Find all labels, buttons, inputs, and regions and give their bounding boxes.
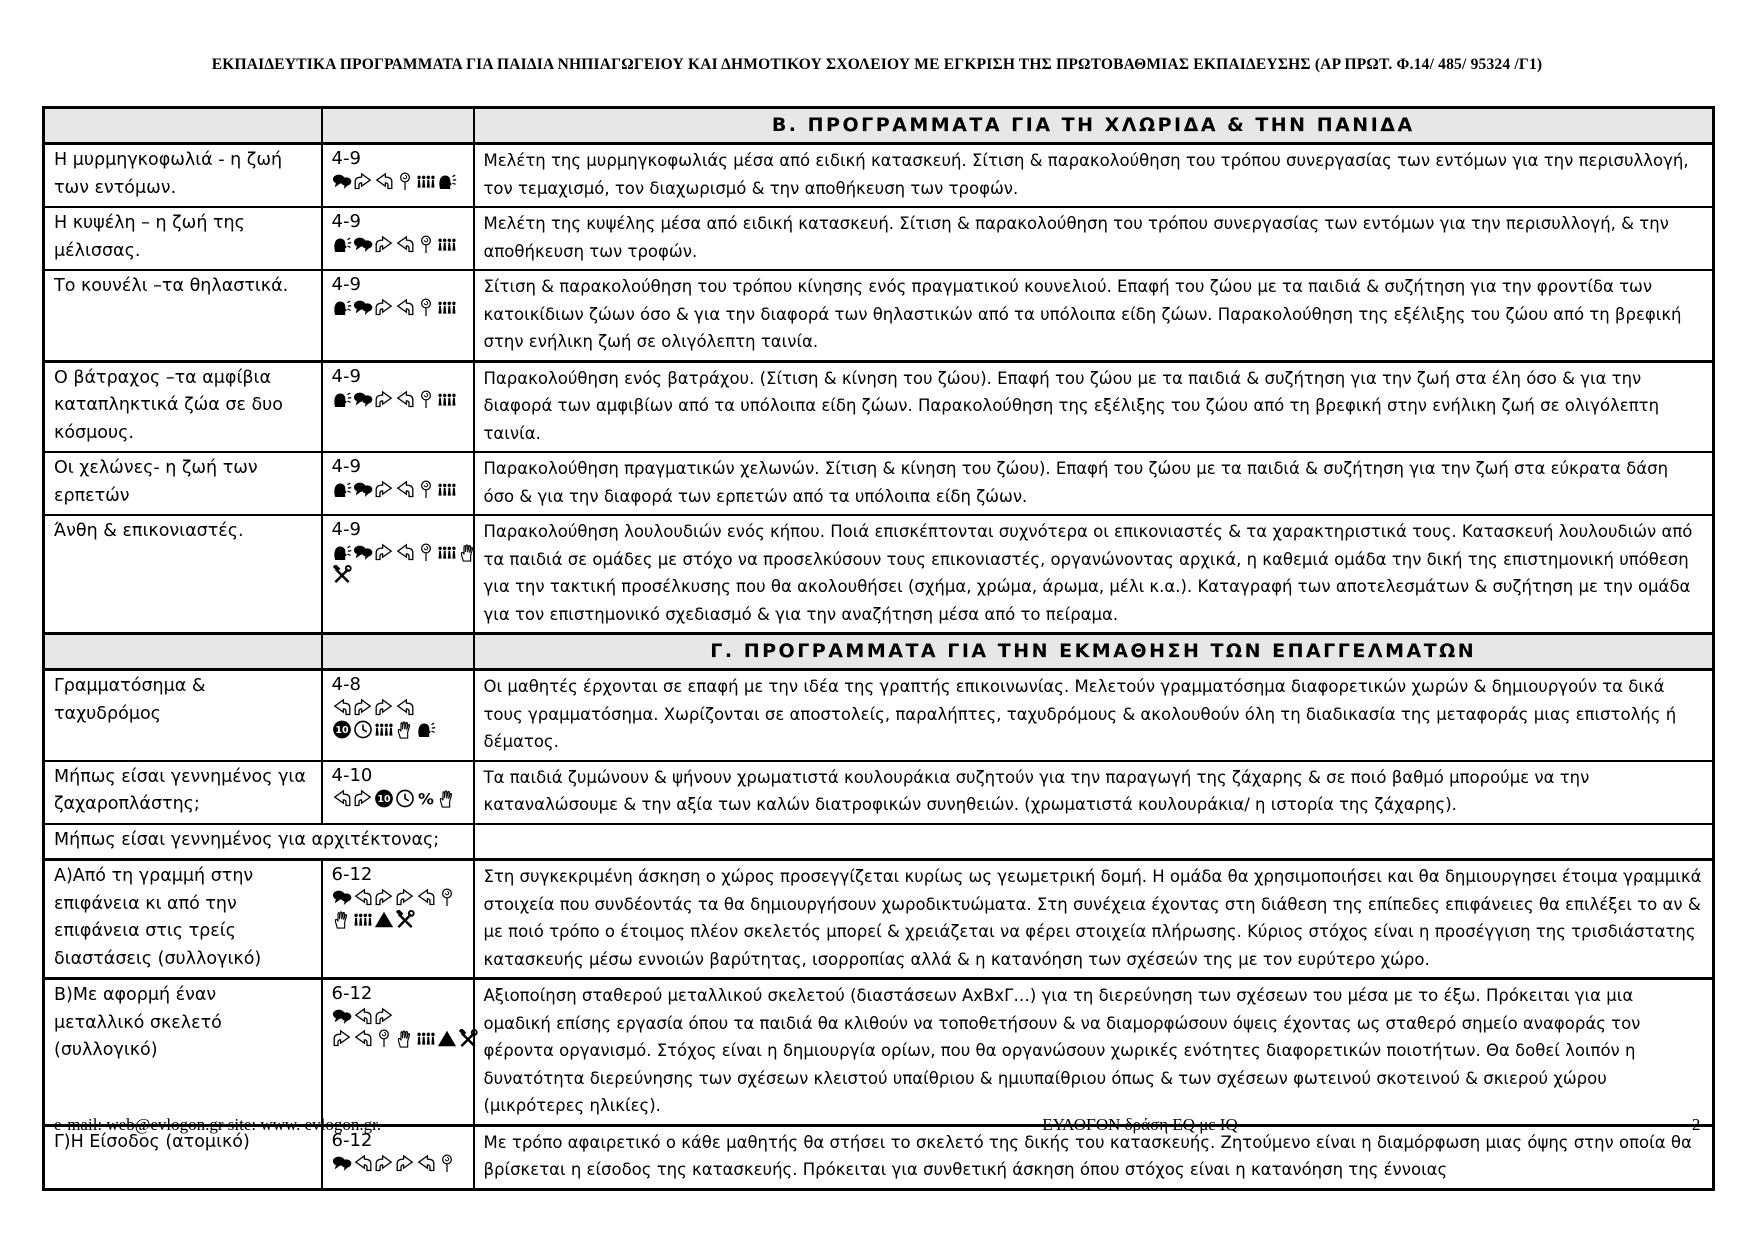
tools-icon xyxy=(395,910,415,929)
speech-bubbles-icon xyxy=(353,235,373,254)
people-group-icon xyxy=(353,910,373,929)
activity-icons xyxy=(332,887,464,909)
age-icons-cell xyxy=(322,860,474,979)
program-name-cell: Μήπως είσαι γεννημένος για αρχιτέκτονας; xyxy=(44,824,474,860)
hand-icon xyxy=(437,789,457,808)
hand-icon xyxy=(458,543,478,562)
program-description: Μελέτη της μυρμηγκοφωλιάς μέσα από ειδική κατασκευή. Σίτιση & παρακολούθηση του τρόπου συνεργασίας των εντόμων για την περισυλλογή, τον τεμαχισμό, τον διαχωρισμό & την αποθήκευση των τροφών. xyxy=(483,151,1689,198)
people-group-icon xyxy=(416,1029,436,1048)
program-row xyxy=(44,207,1714,270)
program-name-cell xyxy=(44,979,322,1126)
document-title: ΕΚΠΑΙΔΕΥΤΙΚΑ ΠΡΟΓΡΑΜΜΑΤΑ ΓΙΑ ΠΑΙΔΙΑ ΝΗΠΙΑΓΩΓΕΙΟΥ ΚΑΙ ΔΗΜΟΤΙΚΟΥ ΣΧΟΛΕΙΟΥ ΜΕ ΕΓΚΡΙΣΗ ΤΗΣ ΠΡΩΤΟΒΑΘΜΙΑΣ ΕΚΠΑΙΔΕΥΣΗΣ (ΑΡ ΠΡΩΤ. Φ.14/ 485/ 95324 /Γ1) xyxy=(211,56,1543,73)
hand-icon xyxy=(395,1029,415,1048)
program-row xyxy=(44,452,1714,515)
arrow-left-icon xyxy=(416,888,436,907)
program-name: Β)Με αφορμή έναν μεταλλικό σκελετό (συλλογικό) xyxy=(54,985,222,1060)
activity-icons xyxy=(332,389,464,411)
arrow-left-icon xyxy=(395,235,415,254)
program-description: Μελέτη της κυψέλης μέσα από ειδική κατασκευή. Σίτιση & παρακολούθηση του τρόπου συνεργασίας των εντόμων για την περισυλλογή, & την αποθήκευση των τροφών. xyxy=(483,214,1669,261)
arrow-left-icon xyxy=(395,298,415,317)
arrow-left-icon xyxy=(395,390,415,409)
program-name-cell xyxy=(44,670,322,761)
activity-icons xyxy=(332,1153,464,1175)
programs-table xyxy=(42,106,1715,1191)
activity-icons xyxy=(332,909,464,931)
activity-icons xyxy=(332,1006,464,1028)
arrow-left-icon xyxy=(416,1154,436,1173)
age-range: 6-12 xyxy=(331,983,373,1004)
footer xyxy=(42,1115,1712,1135)
age-range: 4-10 xyxy=(331,764,373,786)
circled-10-icon xyxy=(332,720,352,739)
age-icons-cell xyxy=(322,515,474,634)
program-description: Οι μαθητές έρχονται σε επαφή με την ιδέα της γραπτής επικοινωνίας. Μελετούν γραμματόσημα διαφορετικών χωρών & δημιουργούν τα δικά τους γραμματόσημα. Χωρίζονται σε αποστολείς, παραλήπτες, ταχυδρόμους & ακολουθούν όλη τη διαδικασία της μεταφοράς μιας επιστολής ή δέματος. xyxy=(483,677,1677,751)
arrow-left-icon xyxy=(353,1154,373,1173)
speech-bubbles-icon xyxy=(353,543,373,562)
program-row xyxy=(44,860,1714,979)
program-row xyxy=(44,361,1714,452)
activity-icons xyxy=(332,479,464,501)
talking-head-icon xyxy=(332,298,352,317)
age-icons-cell xyxy=(322,361,474,452)
program-row xyxy=(44,761,1714,824)
activity-icons xyxy=(332,542,464,564)
arrow-right-icon xyxy=(374,698,394,717)
program-description-cell xyxy=(474,515,1714,634)
clock-icon xyxy=(395,789,415,808)
section-empty-cell xyxy=(322,634,474,670)
speech-bubbles-icon xyxy=(332,888,352,907)
people-group-icon xyxy=(416,172,436,191)
program-name: Η κυψέλη – η ζωή της μέλισσας. xyxy=(54,213,245,261)
arrow-right-icon xyxy=(353,698,373,717)
people-group-icon xyxy=(437,543,457,562)
program-name: Η μυρμηγκοφωλιά - η ζωή των εντόμων. xyxy=(54,150,283,198)
age-range: 4-9 xyxy=(331,211,361,232)
program-name-cell xyxy=(44,270,322,361)
balloon-icon xyxy=(416,390,436,409)
speech-bubbles-icon xyxy=(332,1154,352,1173)
section-title: Γ. ΠΡΟΓΡΑΜΜΑΤΑ ΓΙΑ ΤΗΝ ΕΚΜΑΘΗΣΗ ΤΩΝ ΕΠΑΓΓΕΛΜΑΤΩΝ xyxy=(474,634,1714,670)
talking-head-icon xyxy=(332,235,352,254)
program-description: Τα παιδιά ζυμώνουν & ψήνουν χρωματιστά κουλουράκια συζητούν για την παραγωγή της ζάχαρης & σε ποιό βαθμό μπορούμε να την καταναλώσουμε & την αξία των καλών διατροφικών συνηθειών. (χρωματιστά κουλουράκια/ η ιστορία της ζάχαρης). xyxy=(483,767,1590,814)
percent-icon xyxy=(416,789,436,808)
program-description: Σίτιση & παρακολούθηση του τρόπου κίνησης ενός πραγματικού κουνελιού. Επαφή του ζώου με τα παιδιά & συζήτηση για την φροντίδα των κατοικίδιων ζώων όσο & για την διαφορά των θηλαστικών από τα υπόλοιπα είδη ζώων. Παρακολούθηση της εξέλιξης του ζώου από τη βρεφική στην ενήλικη ζωή σε ολιγόλεπτη ταινία. xyxy=(483,277,1682,351)
tools-icon xyxy=(332,565,352,584)
footer-center-text: ΕΥΛΟΓΟΝ δράση EQ με IQ xyxy=(1042,1115,1238,1134)
arrow-right-icon xyxy=(395,888,415,907)
program-name: Α)Από τη γραμμή στην επιφάνεια κι από την επιφάνεια στις τρείς διαστάσεις (συλλογικό) xyxy=(54,866,262,969)
arrow-right-icon xyxy=(374,543,394,562)
age-icons-cell xyxy=(322,979,474,1126)
section-empty-cell xyxy=(322,108,474,144)
arrow-left-icon xyxy=(395,480,415,499)
age-range: 6-12 xyxy=(331,864,373,885)
program-description-cell xyxy=(474,361,1714,452)
arrow-right-icon xyxy=(395,1154,415,1173)
program-description-cell xyxy=(474,207,1714,270)
arrow-right-icon xyxy=(374,1154,394,1173)
arrow-right-icon xyxy=(374,1007,394,1026)
activity-icons xyxy=(332,1028,464,1050)
program-description-cell xyxy=(474,670,1714,761)
age-range: 6-12 xyxy=(331,1129,373,1151)
hand-icon xyxy=(332,910,352,929)
activity-icons xyxy=(332,719,464,741)
arrow-right-icon xyxy=(374,298,394,317)
talking-head-icon xyxy=(332,543,352,562)
program-row xyxy=(44,979,1714,1126)
age-icons-cell xyxy=(322,144,474,208)
program-description-cell xyxy=(474,144,1714,208)
arrow-left-icon xyxy=(353,1007,373,1026)
tools-icon xyxy=(458,1029,478,1048)
section-title: Β. ΠΡΟΓΡΑΜΜΑΤΑ ΓΙΑ ΤΗ ΧΛΩΡΙΔΑ & ΤΗΝ ΠΑΝΙΔΑ xyxy=(474,108,1714,144)
program-name: Μήπως είσαι γεννημένος για ζαχαροπλάστης; xyxy=(54,766,306,814)
svg-text:10: 10 xyxy=(334,725,349,737)
program-name: Γ)Η Είσοδος (ατομικό) xyxy=(54,1131,250,1152)
talking-head-icon xyxy=(332,480,352,499)
speech-bubbles-icon xyxy=(353,480,373,499)
program-description: Αξιοποίηση σταθερού μεταλλικού σκελετού (διαστάσεων ΑxΒxΓ…) για τη διερεύνηση των σχέσεων του μέσα με το έξω. Πρόκειται για μια ομαδική επίσης εργασία όπου τα παιδιά θα κλιθούν να τοποθετήσουν & να διαμορφώσουν όψεις έχοντας ως σταθερό σημείο αναφοράς τον φέροντα οργανισμό. Στόχος είναι η δημιουργία ορίων, που θα οργανώσουν χωρικές ενότητες διαφορετικών ποιοτήτων. Θα δοθεί λοιπόν η δυνατότητα διερεύνησης των σχέσεων κλειστού υπαίθριου & ημιυπαίθριου όπως & των σχέσεων φωτεινού σκοτεινού & σκιερού χώρου (μικρότερες ηλικίες). xyxy=(483,986,1641,1115)
program-name: Άνθη & επικονιαστές. xyxy=(54,521,244,541)
program-name: Το κουνέλι –τα θηλαστικά. xyxy=(54,276,289,296)
program-name-cell xyxy=(44,452,322,515)
balloon-icon xyxy=(374,1029,394,1048)
arrow-left-icon xyxy=(332,698,352,717)
program-description-cell xyxy=(474,452,1714,515)
age-icons-cell xyxy=(322,452,474,515)
balloon-icon xyxy=(437,1154,457,1173)
spanning-question-row xyxy=(44,824,1714,860)
age-range: 4-9 xyxy=(331,365,361,387)
page-number: - 2- xyxy=(1681,1115,1706,1134)
balloon-icon xyxy=(416,543,436,562)
speech-bubbles-icon xyxy=(353,390,373,409)
speech-bubbles-icon xyxy=(353,298,373,317)
program-name: Οι χελώνες- η ζωή των ερπετών xyxy=(54,458,258,506)
arrow-right-icon xyxy=(353,172,373,191)
program-row xyxy=(44,515,1714,634)
activity-icons xyxy=(332,564,464,586)
arrow-left-icon xyxy=(332,789,352,808)
circled-10-icon xyxy=(374,789,394,808)
program-row xyxy=(44,144,1714,208)
svg-text:10: 10 xyxy=(376,793,391,805)
speech-bubbles-icon xyxy=(332,172,352,191)
program-name-cell xyxy=(44,144,322,208)
arrow-right-icon xyxy=(374,235,394,254)
program-name-cell xyxy=(44,515,322,634)
arrow-right-icon xyxy=(332,1029,352,1048)
arrow-right-icon xyxy=(374,888,394,907)
program-description: Παρακολούθηση πραγματικών χελωνών. Σίτιση & κίνηση του ζώου). Επαφή του ζώου με τα παιδιά & συζήτηση για την ζωή στα εύκρατα δάση όσο & για την διαφορά των ερπετών από τα υπόλοιπα είδη ζώων. xyxy=(483,459,1669,506)
program-name-cell xyxy=(44,207,322,270)
program-name-cell xyxy=(44,361,322,452)
program-description: Παρακολούθηση λουλουδιών ενός κήπου. Ποιά επισκέπτονται συχνότερα οι επικονιαστές & τα χαρακτηριστικά τους. Κατασκευή λουλουδιών από τα παιδιά σε ομάδες με στόχο να προσελκύσουν τους επικονιαστές, οργανώνοντας αρχικά, η καθεμιά ομάδα την δική της επιστημονική υπόθεση για την τακτική προσέλκυσης που θα ακολουθήσει (σχήμα, χρώμα, άρωμα, μέλι κ.α.). Καταγραφή των αποτελεσμάτων & συζήτηση με την ομάδα για τον επιστημονικό σχεδιασμό & για την αναζήτηση μέσα από το πείραμα. xyxy=(483,522,1693,624)
age-icons-cell xyxy=(322,761,474,824)
program-description-cell xyxy=(474,860,1714,979)
program-name-cell xyxy=(44,761,322,824)
activity-icons xyxy=(332,297,464,319)
program-description-cell xyxy=(474,979,1714,1126)
program-name: Γραμματόσημα & ταχυδρόμος xyxy=(54,676,206,724)
hand-icon xyxy=(395,720,415,739)
balloon-icon xyxy=(437,888,457,907)
balloon-icon xyxy=(395,172,415,191)
program-row xyxy=(44,670,1714,761)
people-group-icon xyxy=(437,235,457,254)
program-name-cell xyxy=(44,860,322,979)
people-group-icon xyxy=(437,390,457,409)
age-range: 4-8 xyxy=(331,674,361,695)
talking-head-icon xyxy=(437,172,457,191)
talking-head-icon xyxy=(416,720,436,739)
program-description: Με τρόπο αφαιρετικό ο κάθε μαθητής θα στήσει το σκελετό της δικής του κατασκευής. Ζητούμενο είναι η διαμόρφωση μιας όψης στην οποία θα βρίσκεται η είσοδος της κατασκευής. Πρόκειται για συνθετική άσκηση όπου στόχος είναι η κατανόηση της έννοιας xyxy=(483,1132,1692,1179)
balloon-icon xyxy=(416,480,436,499)
arrow-right-icon xyxy=(374,390,394,409)
program-description: Στη συγκεκριμένη άσκηση ο χώρος προσεγγίζεται κυρίως ως γεωμετρική δομή. Η ομάδα θα χρησιμοποιήσει και θα δημιουργησει έτοιμα γραμμικά στοιχεία που συνδέοντάς τα θα δημιουργήσουν χωροδικτυώματα. Στη συνέχεια έχοντας στη διάθεση της επίπεδες επιφάνειες θα επιλέξει το αν & με ποιό τρόπο ο έτοιμος πλέον σκελετός μπορεί & χρειάζεται να φέρει στοιχεία πλήρωσης. Κύριος στόχος είναι η προσέγγιση της τρισδιάστατης κατασκευής μέσω εννοιών βαρύτητας, ισορροπίας αλλά & η κατανόηση των σχέσεών της με τον ευρύτερο χώρο. xyxy=(483,867,1702,969)
clock-icon xyxy=(353,720,373,739)
speech-bubbles-icon xyxy=(332,1007,352,1026)
program-description-cell xyxy=(474,824,1714,860)
activity-icons xyxy=(332,234,464,256)
age-range: 4-9 xyxy=(331,519,361,540)
section-empty-cell xyxy=(44,108,322,144)
age-range: 4-9 xyxy=(331,274,361,295)
program-description-cell xyxy=(474,761,1714,824)
program-name: Ο βάτραχος –τα αμφίβια καταπληκτικά ζώα σε δυο κόσμους. xyxy=(54,367,284,443)
arrow-left-icon xyxy=(374,172,394,191)
triangle-icon xyxy=(374,910,394,929)
triangle-icon xyxy=(437,1029,457,1048)
people-group-icon xyxy=(374,720,394,739)
age-icons-cell xyxy=(322,207,474,270)
age-icons-cell xyxy=(322,670,474,761)
arrow-left-icon xyxy=(395,543,415,562)
age-range: 4-9 xyxy=(331,456,361,477)
activity-icons xyxy=(332,171,464,193)
program-row xyxy=(44,270,1714,361)
contact-info: e-mail: web@evlogon.gr site: www. evlogon.gr. xyxy=(54,1115,382,1134)
activity-icons xyxy=(332,788,464,810)
section-header-row xyxy=(44,634,1714,670)
program-description-cell xyxy=(474,270,1714,361)
arrow-left-icon xyxy=(353,1029,373,1048)
people-group-icon xyxy=(437,480,457,499)
balloon-icon xyxy=(416,235,436,254)
talking-head-icon xyxy=(332,390,352,409)
arrow-right-icon xyxy=(374,480,394,499)
balloon-icon xyxy=(416,298,436,317)
activity-icons xyxy=(332,697,464,719)
section-empty-cell xyxy=(44,634,322,670)
arrow-left-icon xyxy=(353,888,373,907)
age-range: 4-9 xyxy=(331,148,361,169)
arrow-right-icon xyxy=(353,789,373,808)
people-group-icon xyxy=(437,298,457,317)
section-header-row xyxy=(44,108,1714,144)
age-icons-cell xyxy=(322,270,474,361)
svg-text:%: % xyxy=(417,788,434,808)
arrow-left-icon xyxy=(395,698,415,717)
program-description: Παρακολούθηση ενός βατράχου. (Σίτιση & κίνηση του ζώου). Επαφή του ζώου με τα παιδιά & συζήτηση για την ζωή στα έλη όσο & για την διαφορά των αμφιβίων από τα υπόλοιπα είδη ζώων. Παρακολούθηση της εξέλιξης του ζώου από τη βρεφική στην ενήλικη ζωή σε ολιγόλεπτη ταινία. xyxy=(483,368,1660,443)
